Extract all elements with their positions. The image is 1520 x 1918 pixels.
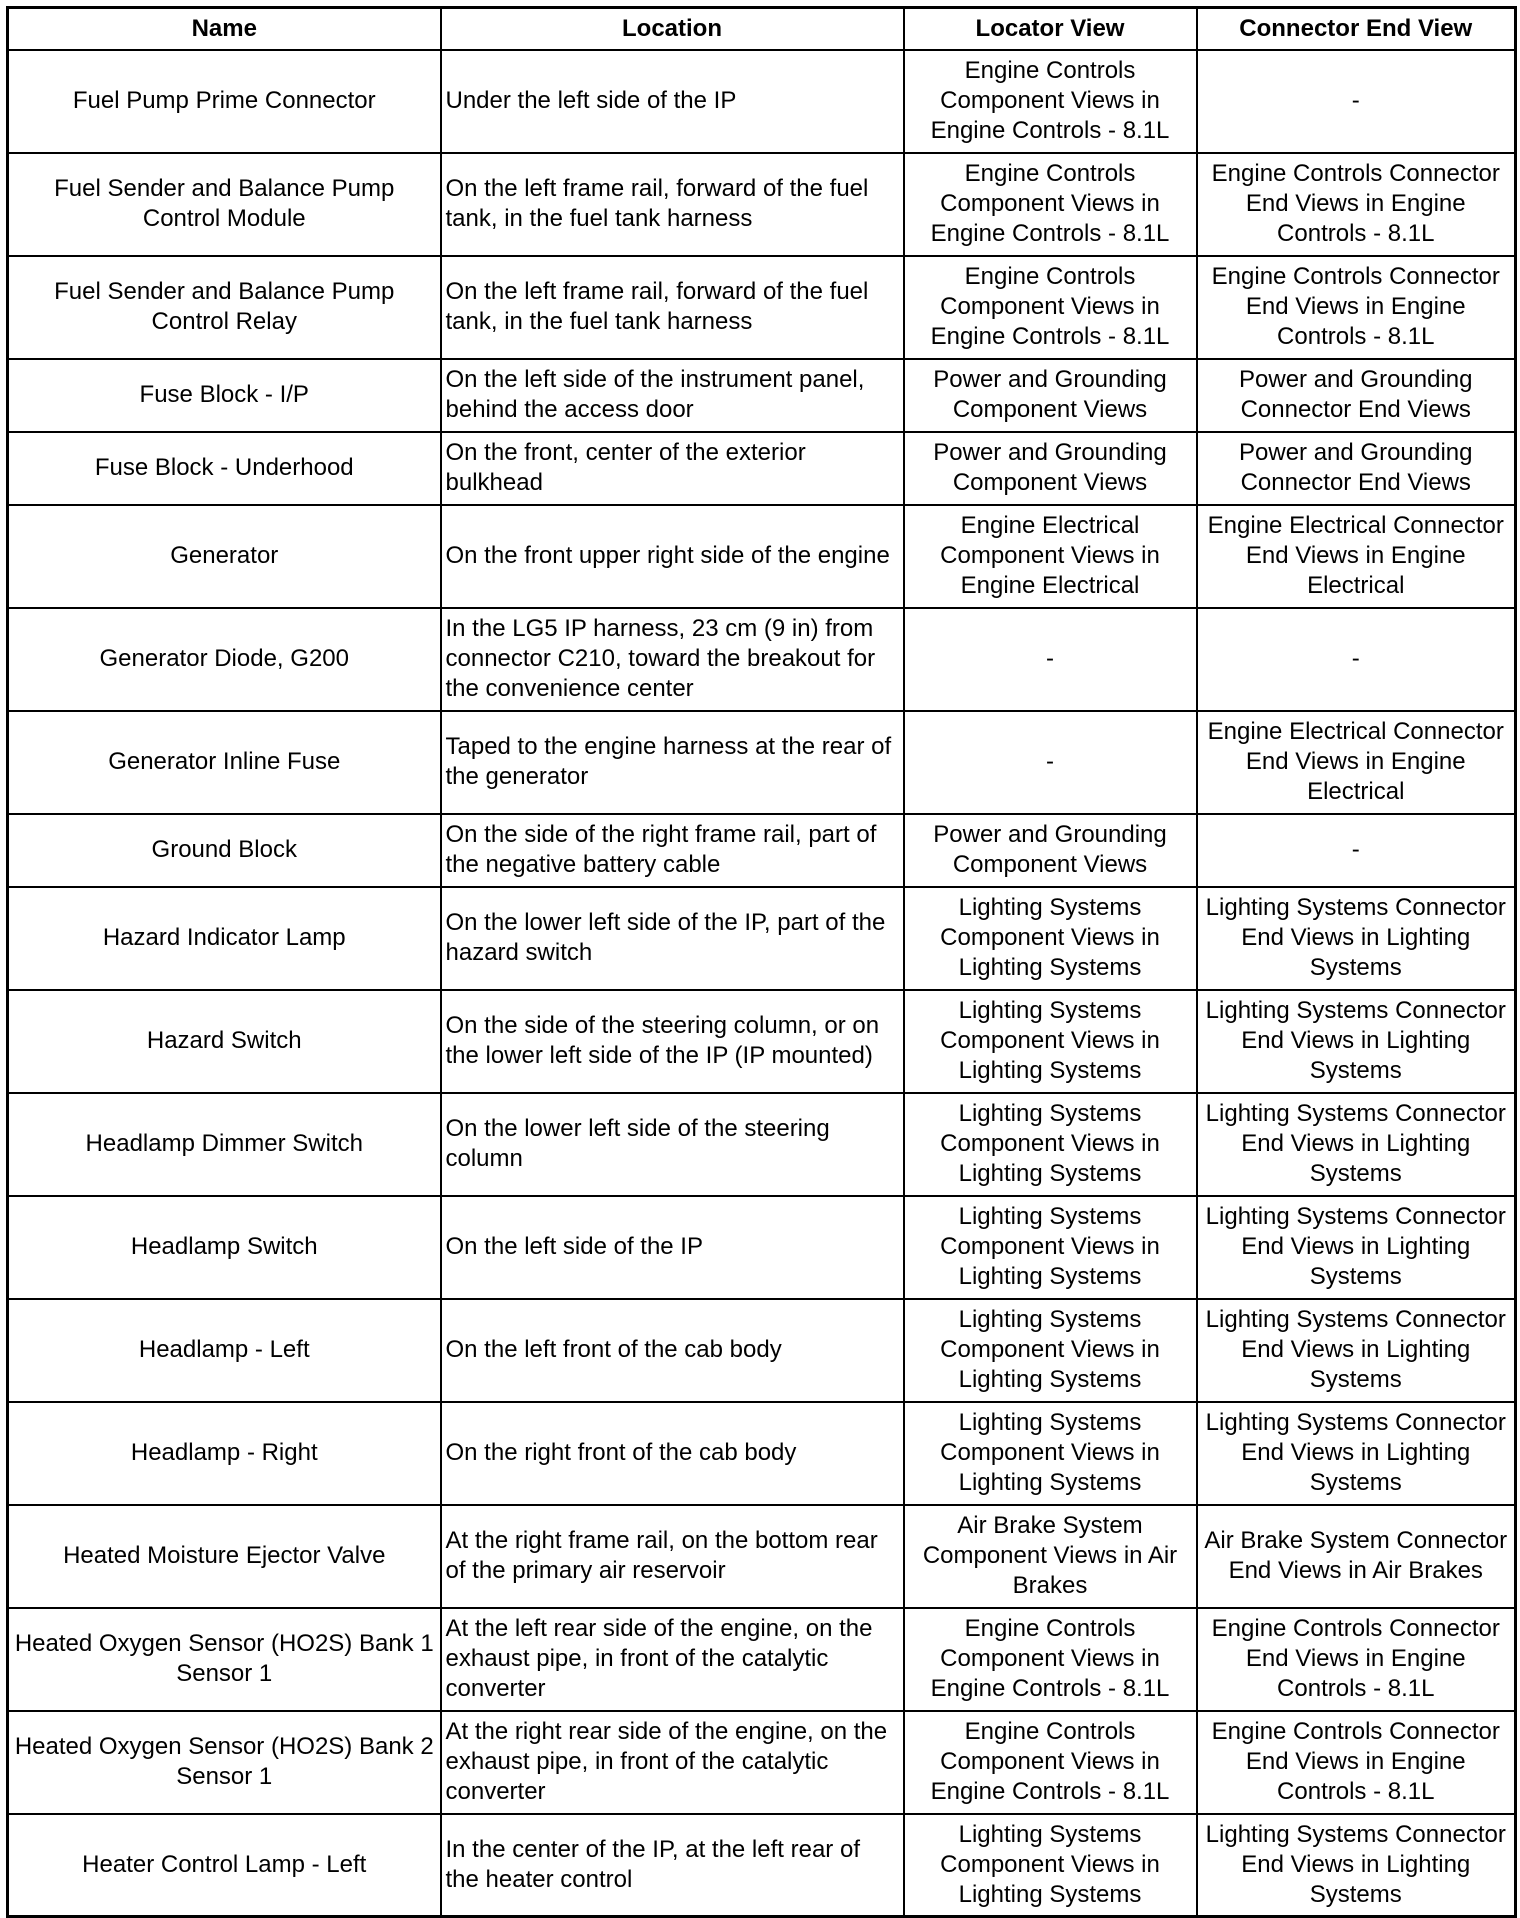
table-row xyxy=(8,1505,1516,1608)
table-row xyxy=(8,432,1516,505)
table-row xyxy=(8,256,1516,359)
cell-name: Headlamp Switch xyxy=(8,1196,441,1299)
cell-name: Hazard Indicator Lamp xyxy=(8,887,441,990)
cell-locator-view: Lighting Systems Component Views in Lighting Systems xyxy=(904,990,1197,1093)
cell-connector-end-view: Power and Grounding Connector End Views xyxy=(1197,432,1516,505)
cell-location: Taped to the engine harness at the rear of the generator xyxy=(441,711,904,814)
cell-location: Under the left side of the IP xyxy=(441,50,904,153)
cell-name: Heater Control Lamp - Left xyxy=(8,1814,441,1917)
cell-location: On the side of the steering column, or on the lower left side of the IP (IP mounted) xyxy=(441,990,904,1093)
cell-name: Headlamp - Left xyxy=(8,1299,441,1402)
cell-connector-end-view: Lighting Systems Connector End Views in Lighting Systems xyxy=(1197,990,1516,1093)
cell-locator-view: Lighting Systems Component Views in Lighting Systems xyxy=(904,1299,1197,1402)
table-row xyxy=(8,1196,1516,1299)
cell-connector-end-view: Lighting Systems Connector End Views in Lighting Systems xyxy=(1197,1196,1516,1299)
cell-locator-view: Power and Grounding Component Views xyxy=(904,359,1197,432)
cell-connector-end-view: Power and Grounding Connector End Views xyxy=(1197,359,1516,432)
cell-location: On the lower left side of the steering column xyxy=(441,1093,904,1196)
cell-locator-view: Engine Controls Component Views in Engine Controls - 8.1L xyxy=(904,1608,1197,1711)
table-row xyxy=(8,711,1516,814)
cell-connector-end-view: Engine Controls Connector End Views in Engine Controls - 8.1L xyxy=(1197,1608,1516,1711)
cell-connector-end-view: - xyxy=(1197,608,1516,711)
cell-connector-end-view: Lighting Systems Connector End Views in Lighting Systems xyxy=(1197,1093,1516,1196)
component-locator-table xyxy=(6,6,1517,1918)
cell-locator-view: Lighting Systems Component Views in Lighting Systems xyxy=(904,1402,1197,1505)
cell-connector-end-view: Lighting Systems Connector End Views in Lighting Systems xyxy=(1197,887,1516,990)
cell-location: In the center of the IP, at the left rear of the heater control xyxy=(441,1814,904,1917)
cell-connector-end-view: - xyxy=(1197,50,1516,153)
header-locator-view: Locator View xyxy=(904,8,1197,50)
table-row xyxy=(8,50,1516,153)
cell-connector-end-view: Engine Controls Connector End Views in Engine Controls - 8.1L xyxy=(1197,256,1516,359)
table-row xyxy=(8,505,1516,608)
table-row xyxy=(8,608,1516,711)
cell-connector-end-view: Engine Controls Connector End Views in Engine Controls - 8.1L xyxy=(1197,1711,1516,1814)
cell-location: At the right frame rail, on the bottom rear of the primary air reservoir xyxy=(441,1505,904,1608)
cell-connector-end-view: Lighting Systems Connector End Views in Lighting Systems xyxy=(1197,1814,1516,1917)
table-row xyxy=(8,887,1516,990)
header-name: Name xyxy=(8,8,441,50)
cell-name: Hazard Switch xyxy=(8,990,441,1093)
cell-name: Fuel Sender and Balance Pump Control Module xyxy=(8,153,441,256)
cell-locator-view: Engine Controls Component Views in Engine Controls - 8.1L xyxy=(904,50,1197,153)
cell-location: On the left frame rail, forward of the fuel tank, in the fuel tank harness xyxy=(441,153,904,256)
cell-location: On the side of the right frame rail, part of the negative battery cable xyxy=(441,814,904,887)
cell-locator-view: Lighting Systems Component Views in Lighting Systems xyxy=(904,1093,1197,1196)
cell-location: On the left front of the cab body xyxy=(441,1299,904,1402)
header-connector-end-view: Connector End View xyxy=(1197,8,1516,50)
cell-location: At the right rear side of the engine, on the exhaust pipe, in front of the catalytic converter xyxy=(441,1711,904,1814)
cell-locator-view: Engine Controls Component Views in Engine Controls - 8.1L xyxy=(904,153,1197,256)
cell-locator-view: Power and Grounding Component Views xyxy=(904,814,1197,887)
cell-name: Fuel Pump Prime Connector xyxy=(8,50,441,153)
table-body xyxy=(8,50,1516,1917)
cell-connector-end-view: - xyxy=(1197,814,1516,887)
cell-locator-view: Lighting Systems Component Views in Lighting Systems xyxy=(904,887,1197,990)
cell-locator-view: Engine Controls Component Views in Engine Controls - 8.1L xyxy=(904,1711,1197,1814)
table-row xyxy=(8,359,1516,432)
cell-locator-view: Lighting Systems Component Views in Lighting Systems xyxy=(904,1814,1197,1917)
table-row xyxy=(8,1711,1516,1814)
cell-name: Headlamp - Right xyxy=(8,1402,441,1505)
cell-locator-view: - xyxy=(904,608,1197,711)
cell-name: Heated Oxygen Sensor (HO2S) Bank 1 Sensor 1 xyxy=(8,1608,441,1711)
table-row xyxy=(8,1814,1516,1917)
cell-connector-end-view: Engine Controls Connector End Views in Engine Controls - 8.1L xyxy=(1197,153,1516,256)
cell-name: Ground Block xyxy=(8,814,441,887)
cell-location: On the right front of the cab body xyxy=(441,1402,904,1505)
cell-location: At the left rear side of the engine, on the exhaust pipe, in front of the catalytic converter xyxy=(441,1608,904,1711)
header-row xyxy=(8,8,1516,50)
cell-name: Generator xyxy=(8,505,441,608)
cell-location: On the left frame rail, forward of the fuel tank, in the fuel tank harness xyxy=(441,256,904,359)
table-row xyxy=(8,1402,1516,1505)
cell-name: Generator Diode, G200 xyxy=(8,608,441,711)
cell-name: Headlamp Dimmer Switch xyxy=(8,1093,441,1196)
table-header xyxy=(8,8,1516,50)
cell-location: On the left side of the IP xyxy=(441,1196,904,1299)
table-row xyxy=(8,990,1516,1093)
table-row xyxy=(8,814,1516,887)
cell-locator-view: Air Brake System Component Views in Air Brakes xyxy=(904,1505,1197,1608)
cell-locator-view: - xyxy=(904,711,1197,814)
cell-locator-view: Power and Grounding Component Views xyxy=(904,432,1197,505)
cell-location: On the front upper right side of the engine xyxy=(441,505,904,608)
cell-connector-end-view: Engine Electrical Connector End Views in Engine Electrical xyxy=(1197,505,1516,608)
cell-name: Fuel Sender and Balance Pump Control Relay xyxy=(8,256,441,359)
cell-locator-view: Lighting Systems Component Views in Lighting Systems xyxy=(904,1196,1197,1299)
cell-name: Heated Oxygen Sensor (HO2S) Bank 2 Sensor 1 xyxy=(8,1711,441,1814)
cell-name: Generator Inline Fuse xyxy=(8,711,441,814)
cell-location: In the LG5 IP harness, 23 cm (9 in) from connector C210, toward the breakout for the convenience center xyxy=(441,608,904,711)
cell-locator-view: Engine Electrical Component Views in Engine Electrical xyxy=(904,505,1197,608)
cell-locator-view: Engine Controls Component Views in Engine Controls - 8.1L xyxy=(904,256,1197,359)
cell-connector-end-view: Engine Electrical Connector End Views in Engine Electrical xyxy=(1197,711,1516,814)
cell-name: Fuse Block - Underhood xyxy=(8,432,441,505)
table-row xyxy=(8,1608,1516,1711)
header-location: Location xyxy=(441,8,904,50)
table-row xyxy=(8,1093,1516,1196)
table-row xyxy=(8,1299,1516,1402)
cell-connector-end-view: Air Brake System Connector End Views in Air Brakes xyxy=(1197,1505,1516,1608)
cell-location: On the front, center of the exterior bulkhead xyxy=(441,432,904,505)
cell-location: On the lower left side of the IP, part of the hazard switch xyxy=(441,887,904,990)
cell-connector-end-view: Lighting Systems Connector End Views in Lighting Systems xyxy=(1197,1402,1516,1505)
table-row xyxy=(8,153,1516,256)
cell-connector-end-view: Lighting Systems Connector End Views in Lighting Systems xyxy=(1197,1299,1516,1402)
cell-name: Heated Moisture Ejector Valve xyxy=(8,1505,441,1608)
cell-name: Fuse Block - I/P xyxy=(8,359,441,432)
cell-location: On the left side of the instrument panel, behind the access door xyxy=(441,359,904,432)
